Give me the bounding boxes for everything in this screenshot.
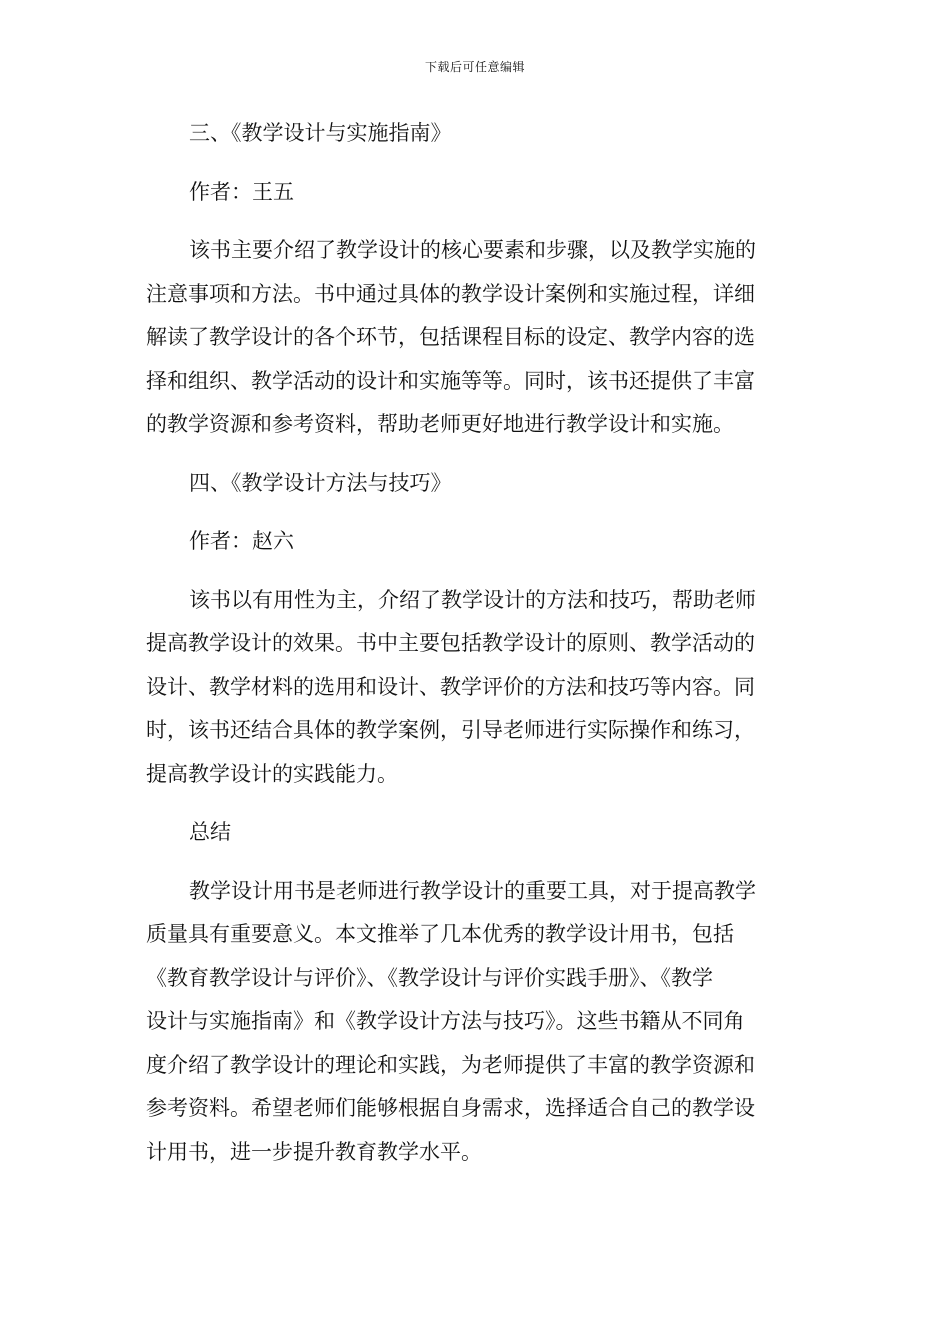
paragraph-line: 择和组织、教学活动的设计和实施等等。同时，该书还提供了丰富 [146, 368, 755, 393]
paragraph-line: 提高教学设计的实践能力。 [146, 761, 398, 786]
paragraph-line: 该书主要介绍了教学设计的核心要素和步骤，以及教学实施的 [189, 238, 756, 262]
section-paragraph [146, 579, 798, 797]
book-section [146, 112, 798, 447]
section-paragraph [146, 229, 798, 447]
section-heading: 三、《教学设计与实施指南》 [189, 121, 452, 145]
paragraph-line: 提高教学设计的效果。书中主要包括教学设计的原则、教学活动的 [146, 631, 755, 655]
paragraph-line: 时，该书还结合具体的教学案例，引导老师进行实际操作和练习， [146, 718, 755, 742]
paragraph-line: 计用书，进一步提升教育教学水平。 [146, 1139, 482, 1164]
section-heading: 四、《教学设计方法与技巧》 [189, 470, 452, 495]
paragraph-line: 质量具有重要意义。本文推举了几本优秀的教学设计用书，包括 [146, 922, 734, 946]
paragraph-line: 《教育教学设计与评价》、《教学设计与评价实践手册》、《教学 [146, 965, 713, 990]
paragraph-line: 解读了教学设计的各个环节，包括课程目标的设定、教学内容的选 [146, 325, 755, 349]
section-author: 作者：赵六 [189, 529, 294, 553]
paragraph-line: 参考资料。希望老师们能够根据自身需求，选择适合自己的教学设 [146, 1096, 755, 1120]
book-section [146, 462, 798, 797]
section-author: 作者：王五 [189, 179, 294, 204]
paragraph-line: 教学设计用书是老师进行教学设计的重要工具，对于提高教学 [189, 878, 756, 903]
paragraph-line: 设计与实施指南》和《教学设计方法与技巧》。这些书籍从不同角 [146, 1009, 745, 1033]
page-header-note: 下载后可任意编辑 [424, 60, 525, 74]
paragraph-line: 该书以有用性为主，介绍了教学设计的方法和技巧，帮助老师 [189, 587, 756, 612]
summary-paragraph [146, 870, 798, 1175]
document-body [146, 112, 798, 1174]
paragraph-line: 度介绍了教学设计的理论和实践，为老师提供了丰富的教学资源和 [146, 1052, 755, 1077]
paragraph-line: 的教学资源和参考资料，帮助老师更好地进行教学设计和实施。 [146, 412, 734, 436]
summary-heading: 总结 [189, 820, 231, 844]
summary-section [146, 811, 798, 1174]
paragraph-line: 注意事项和方法。书中通过具体的教学设计案例和实施过程，详细 [146, 281, 755, 306]
paragraph-line: 设计、教学材料的选用和设计、教学评价的方法和技巧等内容。同 [146, 674, 755, 699]
